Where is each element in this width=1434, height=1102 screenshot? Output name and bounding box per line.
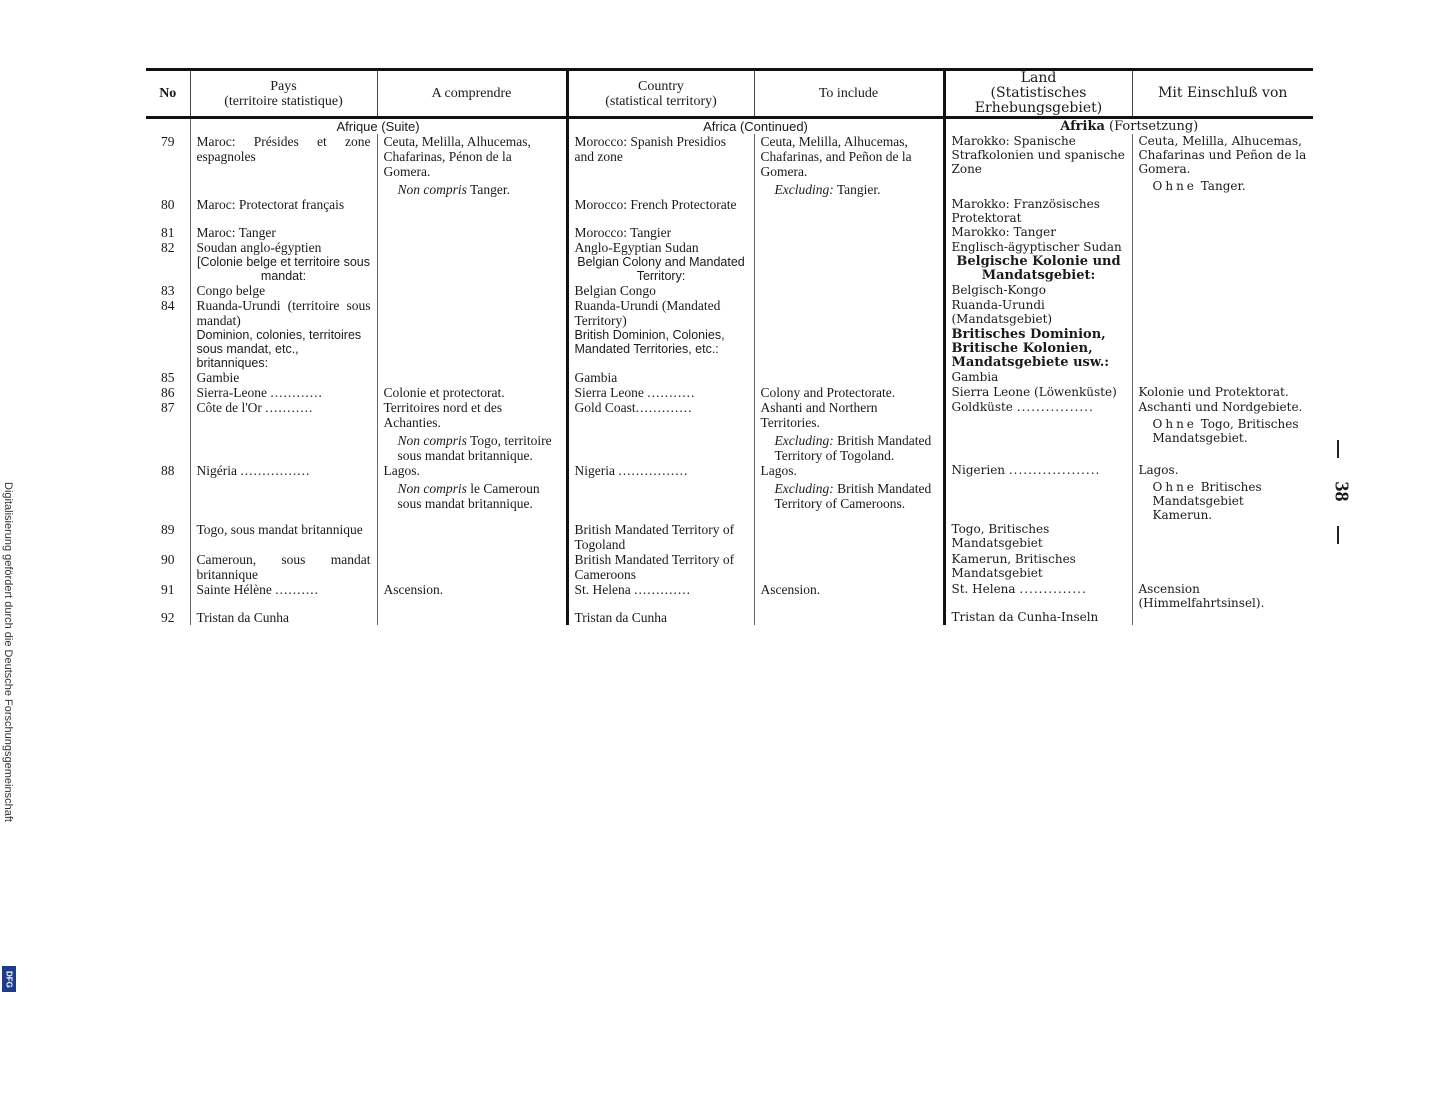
territory-table — [146, 68, 1313, 625]
group-header-row — [146, 255, 1313, 283]
section-header-row — [146, 118, 1313, 135]
section-title-fr: Afrique (Suite) — [190, 118, 567, 135]
table-row: 85 Gambie Gambia Gambia — [146, 370, 1313, 385]
group-title-de: Britisches Dominion, Britische Kolonien, Mandatsgebiete usw.: — [944, 328, 1132, 370]
header-land: Land (Statistisches Erhebungsgebiet) — [944, 70, 1132, 118]
table-row: 91 Sainte Hélène .......... Ascension. St. Helena ............. Ascension. St. Helena .............. Ascension (Himmelfahrtsinsel). — [146, 582, 1313, 610]
table-row: 80 Maroc: Protectorat français Morocco: French Protectorate Marokko: Französisches Protektorat — [146, 197, 1313, 225]
group-header-row — [146, 328, 1313, 370]
group-title-fr: Dominion, colonies, territoires sous mandat, etc., britanniques: — [190, 328, 377, 370]
table-row: 83 Congo belge Belgian Congo Belgisch-Kongo — [146, 283, 1313, 298]
section-title-en: Africa (Continued) — [567, 118, 944, 135]
table-row: 92 Tristan da Cunha Tristan da Cunha Tristan da Cunha-Inseln — [146, 610, 1313, 625]
group-title-fr: [Colonie belge et territoire sous mandat: — [190, 255, 377, 283]
digitization-credit: Digitalisierung gefördert durch die Deutsche Forschungsgemeinschaft — [2, 482, 14, 822]
table-row: 87 Côte de l'Or ........... Territoires nord et des Achanties. Non compris Togo, territoire sous mandat britannique. Gold Coast............. Ashanti and Northern Territories. Excluding: British Mandated Territory of Togoland. Goldküste ................ Aschanti und Nordgebiete. Ohne Togo, Britisches Mandatsgebiet. — [146, 400, 1313, 463]
margin-tick-bottom — [1337, 526, 1339, 544]
header-no: No — [146, 70, 190, 118]
margin-tick-top — [1337, 440, 1339, 458]
page-number: 38 — [1330, 481, 1353, 502]
header-country: Country (statistical territory) — [567, 70, 754, 118]
section-title-de: Afrika (Fortsetzung) — [944, 118, 1313, 135]
table-row: 82 Soudan anglo-égyptien Anglo-Egyptian Sudan Englisch-ägyptischer Sudan — [146, 240, 1313, 255]
table-row: 81 Maroc: Tanger Morocco: Tangier Marokko: Tanger — [146, 225, 1313, 240]
header-to-include: To include — [754, 70, 944, 118]
group-title-de: Belgische Kolonie und Mandatsgebiet: — [944, 255, 1132, 283]
table-row: 84 Ruanda-Urundi (territoire sous mandat) Ruanda-Urundi (Mandated Territory) Ruanda-Urundi (Mandatsgebiet) — [146, 298, 1313, 328]
table-row: 89 Togo, sous mandat britannique British Mandated Territory of Togoland Togo, Britisches Mandatsgebiet — [146, 522, 1313, 552]
dfg-logo: DFG — [2, 966, 16, 992]
group-title-en: Belgian Colony and Mandated Territory: — [567, 255, 754, 283]
table-row: 90 Cameroun, sous mandat britannique British Mandated Territory of Cameroons Kamerun, Britisches Mandatsgebiet — [146, 552, 1313, 582]
table-header-row — [146, 70, 1313, 118]
header-mit-einschluss: Mit Einschluß von — [1132, 70, 1313, 118]
group-title-en: British Dominion, Colonies, Mandated Territories, etc.: — [567, 328, 754, 370]
table-row: 88 Nigéria ................ Lagos. Non compris le Cameroun sous mandat britannique. Nigeria ................ Lagos. Excluding: British Mandated Territory of Cameroons. Nigerien ................... Lagos. Ohne Britisches Mandatsgebiet Kamerun. — [146, 463, 1313, 522]
table-row: 79 Maroc: Présides et zone espagnoles Ceuta, Melilla, Alhucemas, Chafarinas, Pénon de la Gomera. Non compris Tanger. Morocco: Spanish Presidios and zone Ceuta, Melilla, Alhucemas, Chafarinas, and Peñon de la Gomera. Excluding: Tangier. Marokko: Spanische Strafkolonien und spanische Zone Ceuta, Melilla, Alhucemas, Chafarinas und Peñon de la Gomera. Ohne Tanger. — [146, 134, 1313, 197]
header-pays: Pays (territoire statistique) — [190, 70, 377, 118]
table-row: 86 Sierra-Leone ............ Colonie et protectorat. Sierra Leone ........... Colony and Protectorate. Sierra Leone (Löwenküste) Kolonie und Protektorat. — [146, 385, 1313, 400]
header-a-comprendre: A comprendre — [377, 70, 567, 118]
